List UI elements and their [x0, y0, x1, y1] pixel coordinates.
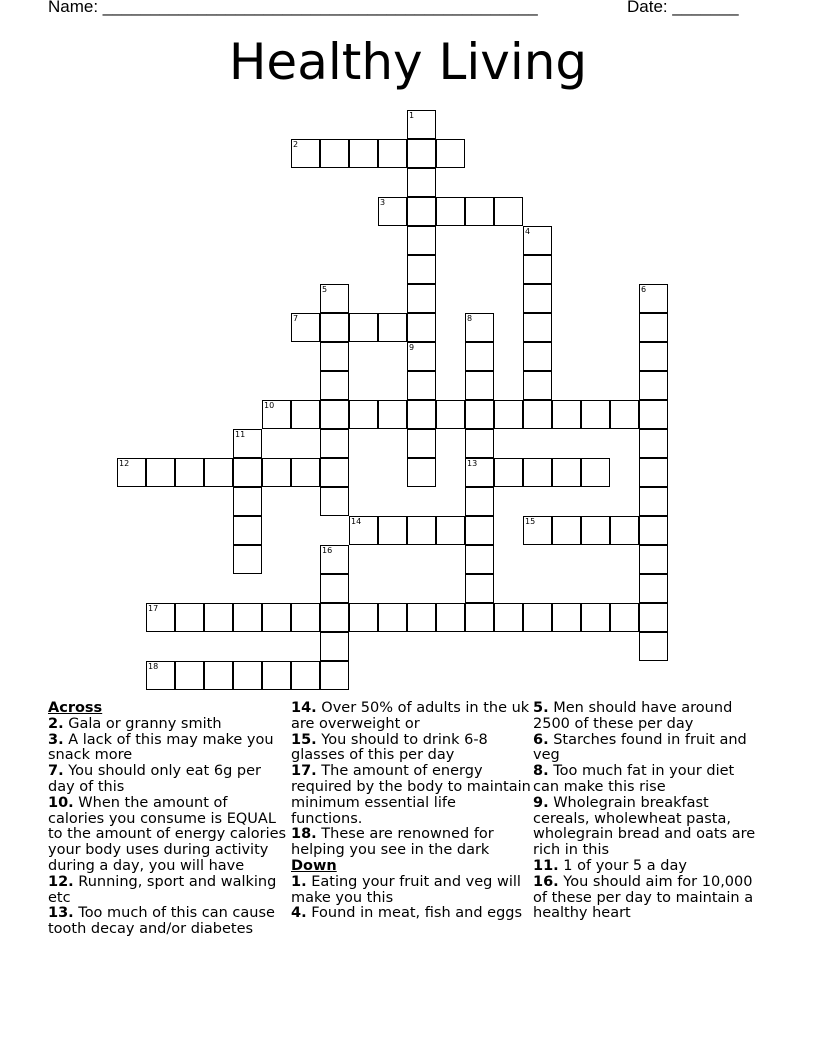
clue-18-across: 18. These are renowned for helping you see in the dark: [291, 826, 494, 859]
clues-column-2: [291, 701, 531, 922]
clue-number: 10: [264, 401, 275, 410]
grid-cell[interactable]: [407, 516, 436, 545]
grid-cell[interactable]: [523, 284, 552, 313]
clue-5-down: 5. Men should have around 2500 of these per day: [533, 700, 733, 732]
grid-cell[interactable]: [349, 400, 378, 429]
clues-column-3: [533, 701, 758, 922]
clue-6-down: 6. Starches found in fruit and veg: [533, 731, 747, 764]
grid-cell[interactable]: [233, 487, 262, 516]
grid-cell[interactable]: [610, 400, 639, 429]
clue-number: 7: [293, 314, 299, 323]
clue-12-across: 12. Running, sport and walking etc: [48, 873, 277, 906]
grid-cell[interactable]: [349, 603, 378, 632]
clue-number: 11: [235, 430, 246, 439]
grid-cell[interactable]: [146, 458, 175, 487]
clue-7-across: 7. You should only eat 6g per day of this: [48, 763, 261, 795]
clue-number: 18: [148, 662, 159, 671]
grid-cell[interactable]: [465, 487, 494, 516]
grid-cell[interactable]: [320, 139, 349, 168]
grid-cell[interactable]: [465, 197, 494, 226]
grid-cell[interactable]: [465, 371, 494, 400]
grid-cell[interactable]: [436, 400, 465, 429]
grid-cell[interactable]: [378, 313, 407, 342]
clue-17-across: 17. The amount of energy required by the body to maintain minimum essential life functions.: [291, 763, 531, 827]
grid-cell[interactable]: [523, 603, 552, 632]
clue-2-across: 2. Gala or granny smith: [48, 715, 222, 732]
page-title: Healthy Living: [228, 33, 588, 91]
grid-cell[interactable]: [639, 545, 668, 574]
grid-cell[interactable]: [262, 458, 291, 487]
grid-cell[interactable]: [552, 516, 581, 545]
grid-cell[interactable]: [639, 371, 668, 400]
clue-number: 13: [467, 459, 478, 468]
clue-15-across: 15. You should to drink 6-8 glasses of this per day: [291, 731, 488, 764]
clue-10-across: 10. When the amount of calories you consume is EQUAL to the amount of energy calories your body uses during activity during a day, you will have: [48, 794, 287, 874]
grid-cell[interactable]: [610, 516, 639, 545]
grid-cell[interactable]: [436, 197, 465, 226]
grid-cell[interactable]: [407, 458, 436, 487]
grid-cell[interactable]: [349, 139, 378, 168]
grid-cell[interactable]: [639, 342, 668, 371]
clue-1-down: 1. Eating your fruit and veg will make you this: [291, 873, 521, 906]
clue-number: 12: [119, 459, 130, 468]
grid-cell[interactable]: [233, 458, 262, 487]
clue-number: 6: [641, 285, 647, 294]
grid-cell[interactable]: [407, 429, 436, 458]
clues-column-1: [48, 701, 288, 938]
grid-cell[interactable]: [465, 516, 494, 545]
grid-cell[interactable]: [407, 313, 436, 342]
grid-cell[interactable]: [552, 458, 581, 487]
grid-cell[interactable]: [320, 632, 349, 661]
grid-cell[interactable]: [552, 400, 581, 429]
grid-cell[interactable]: [233, 545, 262, 574]
grid-cell[interactable]: [320, 487, 349, 516]
grid-cell[interactable]: [494, 197, 523, 226]
clue-number: 9: [409, 343, 415, 352]
grid-cell[interactable]: [175, 603, 204, 632]
grid-cell[interactable]: [465, 574, 494, 603]
grid-cell[interactable]: [610, 603, 639, 632]
grid-cell[interactable]: [494, 603, 523, 632]
grid-cell[interactable]: [523, 371, 552, 400]
clue-3-across: 3. A lack of this may make you snack more: [48, 731, 274, 764]
grid-cell[interactable]: [320, 661, 349, 690]
clue-number: 3: [380, 198, 386, 207]
grid-cell[interactable]: [639, 400, 668, 429]
grid-cell[interactable]: [523, 458, 552, 487]
grid-cell[interactable]: [291, 603, 320, 632]
grid-cell[interactable]: [436, 516, 465, 545]
grid-cell[interactable]: [581, 458, 610, 487]
grid-cell[interactable]: [407, 342, 436, 371]
grid-cell[interactable]: [320, 342, 349, 371]
grid-cell[interactable]: [291, 400, 320, 429]
grid-cell[interactable]: [407, 197, 436, 226]
grid-cell[interactable]: [407, 255, 436, 284]
grid-cell[interactable]: [204, 661, 233, 690]
grid-cell[interactable]: [639, 574, 668, 603]
across-clue-list: [48, 717, 288, 938]
grid-cell[interactable]: [407, 168, 436, 197]
grid-cell[interactable]: [639, 458, 668, 487]
grid-cell[interactable]: [233, 429, 262, 458]
clue-9-down: 9. Wholegrain breakfast cereals, wholewheat pasta, wholegrain bread and oats are rich in this: [533, 794, 756, 859]
grid-cell[interactable]: [378, 516, 407, 545]
grid-cell[interactable]: [349, 313, 378, 342]
grid-cell[interactable]: [465, 342, 494, 371]
clue-number: 2: [293, 140, 299, 149]
grid-cell[interactable]: [494, 458, 523, 487]
grid-cell[interactable]: [233, 516, 262, 545]
clue-number: 17: [148, 604, 159, 613]
grid-cell[interactable]: [320, 574, 349, 603]
clue-4-down: 4. Found in meat, fish and eggs: [291, 905, 523, 922]
grid-cell[interactable]: [523, 226, 552, 255]
grid-cell[interactable]: [378, 400, 407, 429]
grid-cell[interactable]: [523, 516, 552, 545]
grid-cell[interactable]: [117, 458, 146, 487]
grid-cell[interactable]: [523, 313, 552, 342]
grid-cell[interactable]: [436, 139, 465, 168]
grid-cell[interactable]: [175, 661, 204, 690]
clue-number: 8: [467, 314, 473, 323]
name-field[interactable]: Name: ______________________________________________: [48, 0, 538, 16]
grid-cell[interactable]: [378, 603, 407, 632]
grid-cell[interactable]: [639, 429, 668, 458]
grid-cell[interactable]: [639, 603, 668, 632]
grid-cell[interactable]: [639, 516, 668, 545]
clue-13-across: 13. Too much of this can cause tooth decay and/or diabetes: [48, 905, 275, 938]
clue-number: 4: [525, 227, 531, 236]
grid-cell[interactable]: [494, 400, 523, 429]
grid-cell[interactable]: [523, 342, 552, 371]
grid-cell[interactable]: [639, 284, 668, 313]
grid-cell[interactable]: [320, 603, 349, 632]
across-heading: Across: [48, 700, 103, 716]
grid-cell[interactable]: [291, 661, 320, 690]
clue-number: 16: [322, 546, 333, 555]
clue-11-down: 11. 1 of your 5 a day: [533, 857, 687, 874]
grid-cell[interactable]: [407, 371, 436, 400]
grid-cell[interactable]: [407, 139, 436, 168]
grid-cell[interactable]: [407, 400, 436, 429]
grid-cell[interactable]: [639, 487, 668, 516]
grid-cell[interactable]: [465, 458, 494, 487]
grid-cell[interactable]: [465, 429, 494, 458]
grid-cell[interactable]: [523, 255, 552, 284]
date-field[interactable]: Date: _______: [627, 0, 739, 16]
grid-cell[interactable]: [204, 603, 233, 632]
grid-cell[interactable]: [175, 458, 204, 487]
grid-cell[interactable]: [581, 516, 610, 545]
grid-cell[interactable]: [204, 458, 233, 487]
grid-cell[interactable]: [320, 371, 349, 400]
grid-cell[interactable]: [349, 516, 378, 545]
grid-cell[interactable]: [320, 429, 349, 458]
grid-cell[interactable]: [378, 139, 407, 168]
grid-cell[interactable]: [581, 603, 610, 632]
grid-cell[interactable]: [639, 632, 668, 661]
grid-cell[interactable]: [378, 197, 407, 226]
grid-cell[interactable]: [465, 313, 494, 342]
grid-cell[interactable]: [320, 545, 349, 574]
grid-cell[interactable]: [146, 661, 175, 690]
clue-number: 15: [525, 517, 536, 526]
grid-cell[interactable]: [552, 603, 581, 632]
grid-cell[interactable]: [436, 603, 465, 632]
grid-cell[interactable]: [320, 458, 349, 487]
clue-number: 1: [409, 111, 415, 120]
grid-cell[interactable]: [320, 284, 349, 313]
grid-cell[interactable]: [581, 400, 610, 429]
grid-cell[interactable]: [523, 400, 552, 429]
down-heading: Down: [291, 857, 337, 874]
grid-cell[interactable]: [639, 313, 668, 342]
grid-cell[interactable]: [262, 603, 291, 632]
grid-cell[interactable]: [407, 110, 436, 139]
grid-cell[interactable]: [291, 313, 320, 342]
grid-cell[interactable]: [465, 545, 494, 574]
grid-cell[interactable]: [146, 603, 175, 632]
grid-cell[interactable]: [465, 400, 494, 429]
grid-cell[interactable]: [233, 603, 262, 632]
grid-cell[interactable]: [407, 603, 436, 632]
clue-8-down: 8. Too much fat in your diet can make this rise: [533, 763, 735, 795]
clue-16-down: 16. You should aim for 10,000 of these per day to maintain a healthy heart: [533, 873, 754, 922]
grid-cell[interactable]: [465, 603, 494, 632]
clue-14-across: 14. Over 50% of adults in the uk are overweight or: [291, 700, 530, 732]
grid-cell[interactable]: [291, 458, 320, 487]
grid-cell[interactable]: [233, 661, 262, 690]
grid-cell[interactable]: [291, 139, 320, 168]
grid-cell[interactable]: [262, 400, 291, 429]
grid-cell[interactable]: [320, 313, 349, 342]
grid-cell[interactable]: [320, 400, 349, 429]
clue-number: 14: [351, 517, 362, 526]
grid-cell[interactable]: [407, 226, 436, 255]
clue-number: 5: [322, 285, 328, 294]
grid-cell[interactable]: [407, 284, 436, 313]
grid-cell[interactable]: [262, 661, 291, 690]
